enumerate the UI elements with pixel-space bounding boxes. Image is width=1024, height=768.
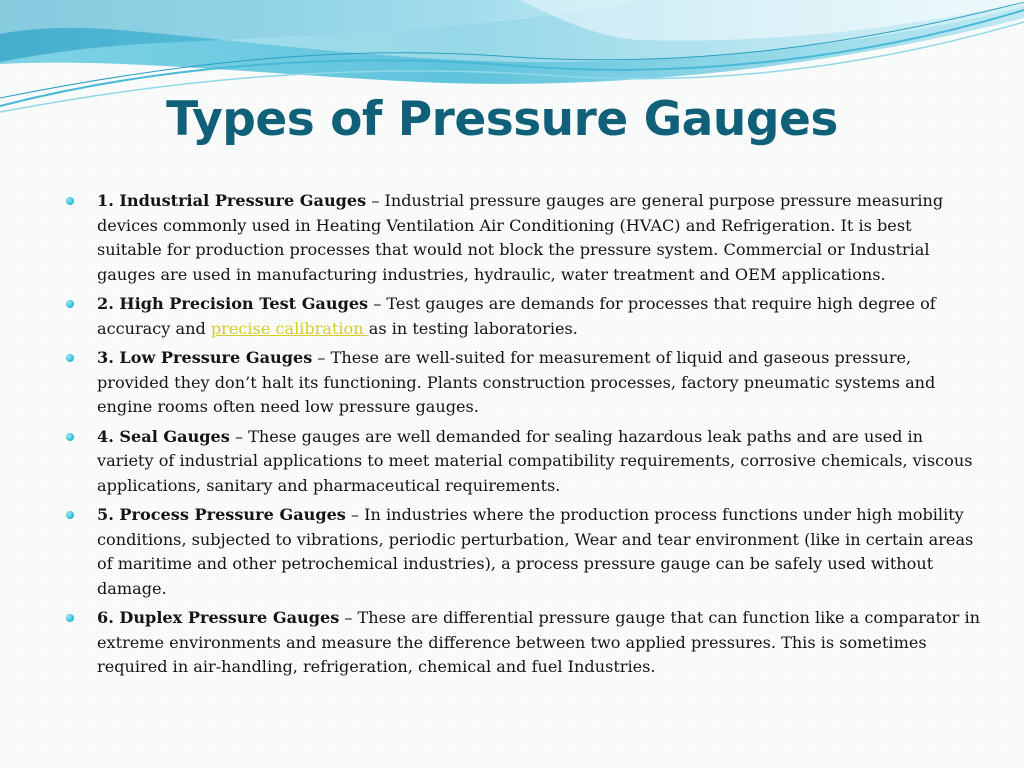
- item-title: 1. Industrial Pressure Gauges: [97, 191, 367, 210]
- bullet-icon: [66, 433, 74, 441]
- list-item-industrial: [66, 189, 981, 287]
- item-text: – Industrial pressure gauges are general purpose pressure measuring devices commonly used in Heating Ventilation Air Conditioning (HVAC) and Refrigeration. It is best suitable for production processes that would not block the pressure system. Commercial or Industrial gauges are used in manufacturing industries, hydraulic, water treatment and OEM applications.: [97, 191, 944, 284]
- item-title: 5. Process Pressure Gauges: [97, 505, 346, 524]
- item-text: – These are differential pressure gauge that can function like a comparator in extreme environments and measure the difference between two applied pressures. This is sometimes required in air-handling, refrigeration, chemical and fuel Industries.: [97, 608, 981, 676]
- item-text: as in testing laboratories.: [368, 318, 578, 338]
- slide-title: Types of Pressure Gauges: [166, 92, 838, 147]
- item-title: 2. High Precision Test Gauges: [97, 294, 369, 313]
- list-item-process: [66, 503, 981, 601]
- item-title: 6. Duplex Pressure Gauges: [97, 608, 340, 627]
- bullet-icon: [66, 300, 74, 308]
- item-text: – These are well-suited for measurement of liquid and gaseous pressure, provided they don’t halt its functioning. Plants construction processes, factory pneumatic systems and engine rooms often need low pressure gauges.: [97, 348, 936, 416]
- list-item-seal: [66, 425, 981, 499]
- item-text: – In industries where the production process functions under high mobility conditions, subjected to vibrations, periodic perturbation, Wear and tear environment (like in certain areas of maritime and other petrochemical industries), a process pressure gauge can be safely used without damage.: [97, 505, 974, 598]
- item-title: 3. Low Pressure Gauges: [97, 348, 313, 367]
- list-item-high-precision: [66, 292, 981, 341]
- list-item-duplex: [66, 606, 981, 680]
- bullet-icon: [66, 614, 74, 622]
- bullet-icon: [66, 511, 74, 519]
- bullet-icon: [66, 354, 74, 362]
- bullet-list: [66, 189, 981, 685]
- item-text: – Test gauges are demands for processes that require high degree of accuracy and: [97, 294, 936, 338]
- item-text: – These gauges are well demanded for sealing hazardous leak paths and are used in variety of industrial applications to meet material compatibility requirements, corrosive chemicals, viscous applications, sanitary and pharmaceutical requirements.: [97, 426, 973, 495]
- precise-calibration-link[interactable]: precise calibration: [210, 318, 369, 338]
- item-title: 4. Seal Gauges: [97, 426, 230, 446]
- bullet-icon: [66, 197, 74, 205]
- list-item-low-pressure: [66, 346, 981, 420]
